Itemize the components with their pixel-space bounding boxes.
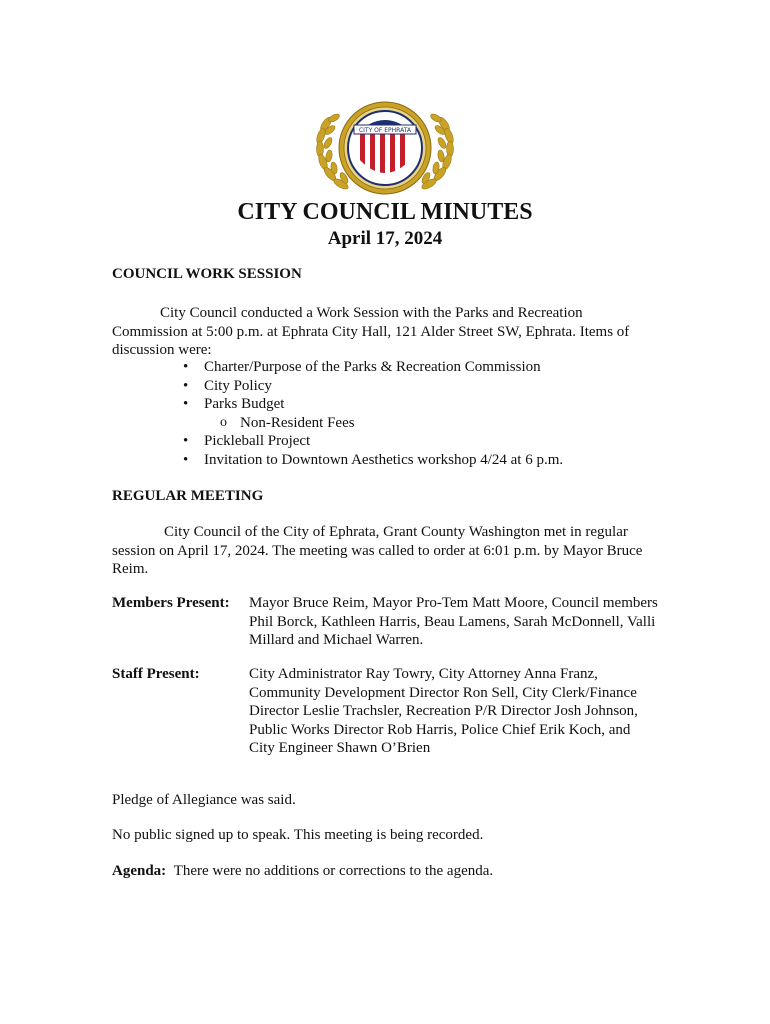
city-of-ephrata-seal-icon <box>312 96 458 200</box>
agenda-text: There were no additions or corrections to the agenda. <box>173 863 494 879</box>
staff-present-value: City Administrator Ray Towry, City Attorney Anna Franz, Community Development Director Ron Sell, City Clerk/Finance Director Leslie Trachsler, Recreation P/R Director Josh Johnson, Public Works Director Rob Harris, Police Chief Erik Koch, and City Engineer Shawn O’Brien <box>249 666 638 756</box>
list-item: o Non-Resident Fees <box>220 414 355 431</box>
regular-meeting-heading: REGULAR MEETING <box>112 488 264 504</box>
agenda-label: Agenda: <box>112 863 167 879</box>
members-present-label: Members Present: <box>112 595 230 611</box>
svg-text:CITY OF EPHRATA: CITY OF EPHRATA <box>358 127 412 134</box>
list-item: • City Policy <box>183 377 272 394</box>
work-session-heading: COUNCIL WORK SESSION <box>112 266 302 282</box>
bullet-icon: • <box>183 433 189 449</box>
agenda-line <box>112 862 493 881</box>
bullet-icon: • <box>183 451 189 468</box>
sub-bullet-icon: o <box>220 414 227 430</box>
staff-present-label: Staff Present: <box>112 666 200 682</box>
list-item: • Charter/Purpose of the Parks & Recreation Commission <box>183 359 541 375</box>
pledge-text: Pledge of Allegiance was said. <box>112 792 296 808</box>
list-item: • Parks Budget <box>183 396 285 412</box>
regular-meeting-paragraph: City Council of the City of Ephrata, Grant County Washington met in regular session on April 17, 2024. The meeting was called to order at 6:01 p.m. by Mayor Bruce Reim. <box>112 524 643 577</box>
list-item: • Invitation to Downtown Aesthetics workshop 4/24 at 6 p.m. <box>183 451 564 468</box>
work-session-items <box>180 358 563 469</box>
bullet-icon: • <box>183 396 189 412</box>
members-present-value: Mayor Bruce Reim, Mayor Pro-Tem Matt Moore, Council members Phil Borck, Kathleen Harris, Beau Lamens, Sarah McDonnell, Valli Millard and Michael Warren. <box>249 595 658 648</box>
public-comment-text: No public signed up to speak. This meeting is being recorded. <box>112 827 484 843</box>
bullet-icon: • <box>183 377 189 394</box>
work-session-paragraph: City Council conducted a Work Session with the Parks and Recreation Commission at 5:00 p.m. at Ephrata City Hall, 121 Alder Street SW, Ephrata. Items of discussion were: <box>112 305 630 358</box>
document-title: CITY COUNCIL MINUTES <box>237 199 533 225</box>
meeting-date: April 17, 2024 <box>327 228 443 249</box>
list-item: • Pickleball Project <box>183 433 311 449</box>
bullet-icon: • <box>183 359 189 375</box>
